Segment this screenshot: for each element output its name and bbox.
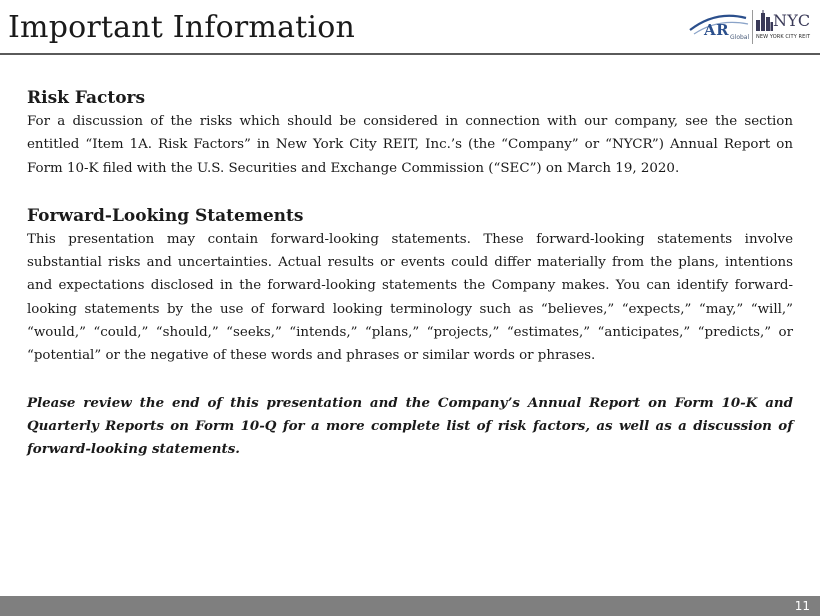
ar-global-logo <box>686 8 752 46</box>
forward-looking-heading: Forward-Looking Statements <box>27 205 304 226</box>
section-spacer <box>27 180 793 204</box>
forward-looking-paragraph: This presentation may contain forward-looking statements. These forward-looking statements involve substantial risks and uncertainties. Actual results or events could differ materially from the plans, intentions and expectations disclosed in the forward-looking statements the Company makes. You can identify forward-looking statements by the use of forward looking terminology such as “believes,” “expects,” “may,” “will,” “would,” “could,” “should,” “seeks,” “intends,” “plans,” “projects,” “estimates,” “anticipates,” “predicts,” or “potential” or the negative of these words and phrases or similar words or phrases. <box>27 231 793 364</box>
skyline-icon <box>755 10 773 32</box>
nyc-logo-text: NYC <box>773 11 811 30</box>
page-title: Important Information <box>8 10 356 45</box>
company-logo <box>686 8 816 46</box>
logo-divider <box>752 10 753 44</box>
ar-logo-subtext: Global <box>730 34 750 41</box>
ar-logo-text: AR <box>704 21 730 39</box>
risk-factors-heading: Risk Factors <box>27 88 146 108</box>
title-divider <box>0 53 820 55</box>
page-number: 11 <box>794 599 810 613</box>
nyc-reit-logo <box>755 10 816 44</box>
section-spacer <box>27 368 793 392</box>
risk-factors-paragraph: For a discussion of the risks which should be considered in connection with our company, see the section entitled “Item 1A. Risk Factors” in New York City REIT, Inc.’s (the “Company” or “NYCR”) Annual Report on Form 10-K filed with the U.S. Securities and Exchange Commission (“SEC”) on March 19, 2020. <box>27 114 793 176</box>
content-body <box>27 86 793 462</box>
footer-bar <box>0 596 820 616</box>
nyc-logo-subtext: NEW YORK CITY REIT <box>756 34 811 40</box>
review-note-paragraph: Please review the end of this presentation and the Company’s Annual Report on Form 10-K and Quarterly Reports on Form 10-Q for a more complete list of risk factors, as well as a discussion of forward-looking statements. <box>27 394 793 458</box>
